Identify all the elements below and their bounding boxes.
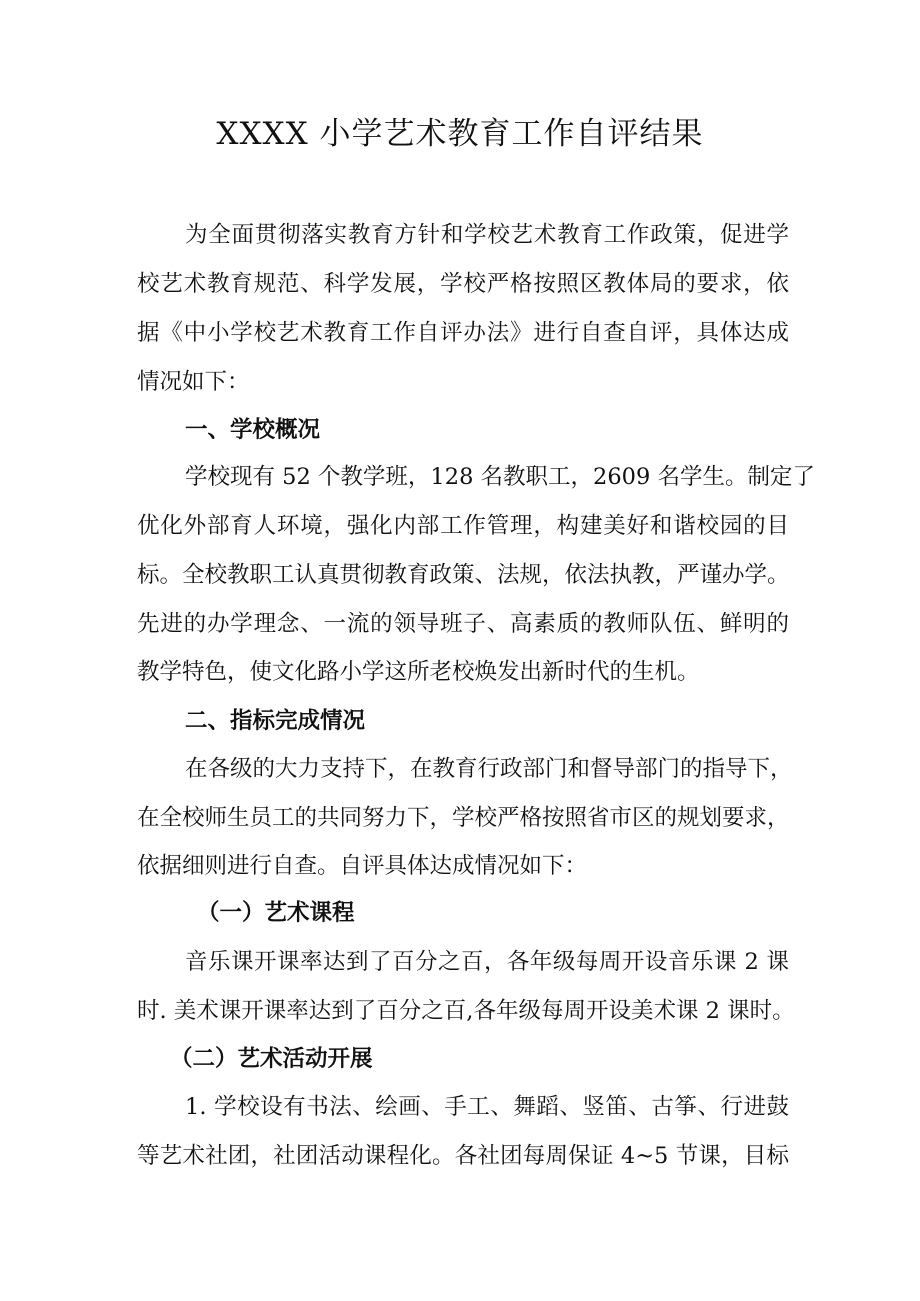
section2-line: 在全校师生员工的共同努力下，学校严格按照省市区的规划要求， <box>137 805 790 831</box>
section1-line: 优化外部育人环境，强化内部工作管理，构建美好和谐校园的目 <box>137 513 789 539</box>
subsection2-line: 1. 学校设有书法、绘画、手工、舞蹈、竖笛、古筝、行进鼓 <box>185 1094 789 1120</box>
section1-line: 标。全校教职工认真贯彻教育政策、法规，依法执教，严谨办学。 <box>137 562 790 588</box>
intro-line: 据《中小学校艺术教育工作自评办法》进行自查自评，具体达成 <box>137 320 789 346</box>
section1-line: 学校现有 52 个教学班，128 名教职工，2609 名学生。制定了 <box>185 464 815 490</box>
section-heading-school-overview: 一、学校概况 <box>185 417 321 443</box>
intro-line: 为全面贯彻落实教育方针和学校艺术教育工作政策，促进学 <box>185 222 789 248</box>
subsection-heading-art-activities: （二）艺术活动开展 <box>170 1046 373 1072</box>
subsection1-line: 时. 美术课开课率达到了百分之百,各年级每周开设美术课 2 课时。 <box>137 998 795 1024</box>
document-title: XXXX 小学艺术教育工作自评结果 <box>216 116 704 152</box>
subsection-heading-art-courses: （一）艺术课程 <box>197 900 355 926</box>
section-heading-indicator-completion: 二、指标完成情况 <box>185 708 366 734</box>
section2-line: 在各级的大力支持下，在教育行政部门和督导部门的指导下， <box>185 756 793 782</box>
intro-line: 情况如下： <box>137 369 250 395</box>
subsection1-line: 音乐课开课率达到了百分之百，各年级每周开设音乐课 2 课 <box>185 949 789 975</box>
section1-line: 教学特色，使文化路小学这所老校焕发出新时代的生机。 <box>137 659 700 685</box>
section1-line: 先进的办学理念、一流的领导班子、高素质的教师队伍、鲜明的 <box>137 611 789 637</box>
subsection2-line: 等艺术社团，社团活动课程化。各社团每周保证 4~5 节课，目标 <box>137 1143 789 1169</box>
intro-line: 校艺术教育规范、科学发展，学校严格按照区教体局的要求，依 <box>137 271 789 297</box>
section2-line: 依据细则进行自查。自评具体达成情况如下： <box>137 853 588 879</box>
